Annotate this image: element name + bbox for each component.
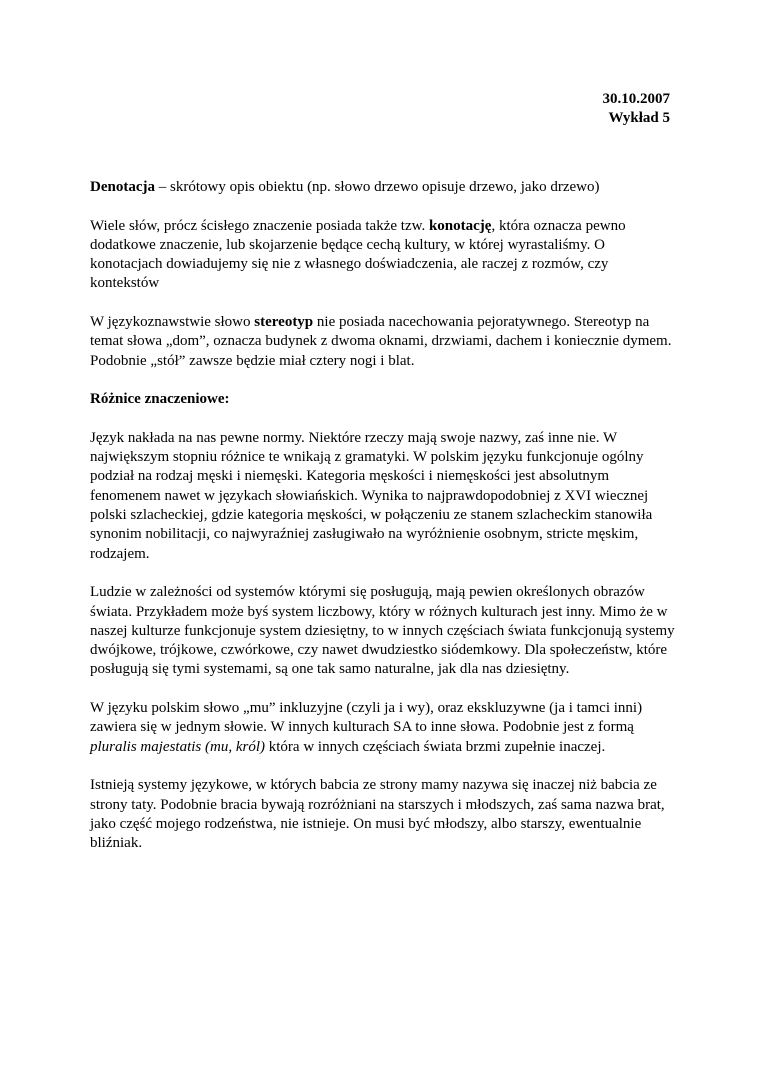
document-body bbox=[90, 178, 675, 873]
term-stereotyp: stereotyp bbox=[254, 314, 314, 331]
paragraph-konotacja bbox=[90, 217, 675, 294]
term-konotacja: konotację bbox=[428, 217, 492, 234]
header-date: 30.10.2007 bbox=[602, 91, 670, 107]
term-pluralis-majestatis: pluralis majestatis (mu, król) bbox=[90, 738, 265, 755]
section-heading: Różnice znaczeniowe: bbox=[90, 391, 230, 408]
paragraph-denotacja bbox=[90, 178, 675, 197]
paragraph-text: W językoznawstwie słowo bbox=[90, 314, 255, 331]
term-denotacja: Denotacja bbox=[90, 179, 155, 195]
paragraph-text: , która oznacza pewno dodatkowe znaczenie, lub skojarzenie będące cechą kultury, w której wyrastaliśmy. O konotacjach dowiadujemy się nie z własnego doświadczenia, ale raczej z rozmów, czy kontekstów bbox=[90, 217, 626, 292]
document-header bbox=[603, 90, 671, 128]
header-lecture: Wykład 5 bbox=[608, 110, 670, 126]
paragraph-text: – skrótowy opis obiektu (np. słowo drzewo opisuje drzewo, jako drzewo) bbox=[154, 179, 600, 195]
paragraph-text: W języku polskim słowo „mu” inkluzyjne (czyli ja i wy), oraz ekskluzywne (ja i tamci inni) zawiera się w jednym słowie. W innych kulturach SA to inne słowa. Podobnie jest z formą bbox=[90, 700, 643, 736]
paragraph-systemy-liczbowe: Ludzie w zależności od systemów którymi się posługują, mają pewien określonych obrazów świata. Przykładem może byś system liczbowy, który w różnych kulturach jest inny. Mimo że w naszej kulturze funkcjonuje system dziesiętny, to w innych częściach świata funkcjonują systemy dwójkowe, trójkowe, czwórkowe, czy nawet dwudziestko siódemkowy. Dla społeczeństw, które posługują się tymi systemami, są one tak samo naturalne, jak dla nas dziesiętny. bbox=[90, 584, 675, 678]
paragraph-normy: Język nakłada na nas pewne normy. Niektóre rzeczy mają swoje nazwy, zaś inne nie. W największym stopniu różnice te wnikają z gramatyki. W polskim języku funkcjonuje ogólny podział na rodzaj męski i niemęski. Kategoria męskości i niemęskości jest absolutnym fenomenem nawet w językach słowiańskich. Wynika to najprawdopodobniej z XVI wiecznej polski szlacheckiej, gdzie kategoria męskości, w połączeniu ze stanem szlacheckim stanowiła synonim nobilitacji, co najwyraźniej zasługiwało na wyróżnienie osobnym, stricte męskim, rodzajem. bbox=[90, 429, 653, 562]
paragraph-text: Wiele słów, prócz ścisłego znaczenie posiada także tzw. bbox=[90, 217, 429, 234]
paragraph-pokrewienstwo: Istnieją systemy językowe, w których babcia ze strony mamy nazywa się inaczej niż babcia ze strony taty. Podobnie bracia bywają rozróżniani na starszych i młodszych, zaś sama nazwa brat, jako część mojego rodzeństwa, nie istnieje. On musi być młodszy, albo starszy, ewentualnie bliźniak. bbox=[90, 777, 665, 852]
paragraph-inkluzyjne bbox=[90, 699, 675, 757]
paragraph-text: która w innych częściach świata brzmi zupełnie inaczej. bbox=[265, 738, 606, 755]
paragraph-text: nie posiada nacechowania pejoratywnego. Stereotyp na temat słowa „dom”, oznacza budynek z dwoma oknami, drzwiami, dachem i koniecznie dymem. Podobnie „stół” zawsze będzie miał cztery nogi i blat. bbox=[90, 314, 672, 369]
paragraph-stereotyp bbox=[90, 313, 675, 371]
